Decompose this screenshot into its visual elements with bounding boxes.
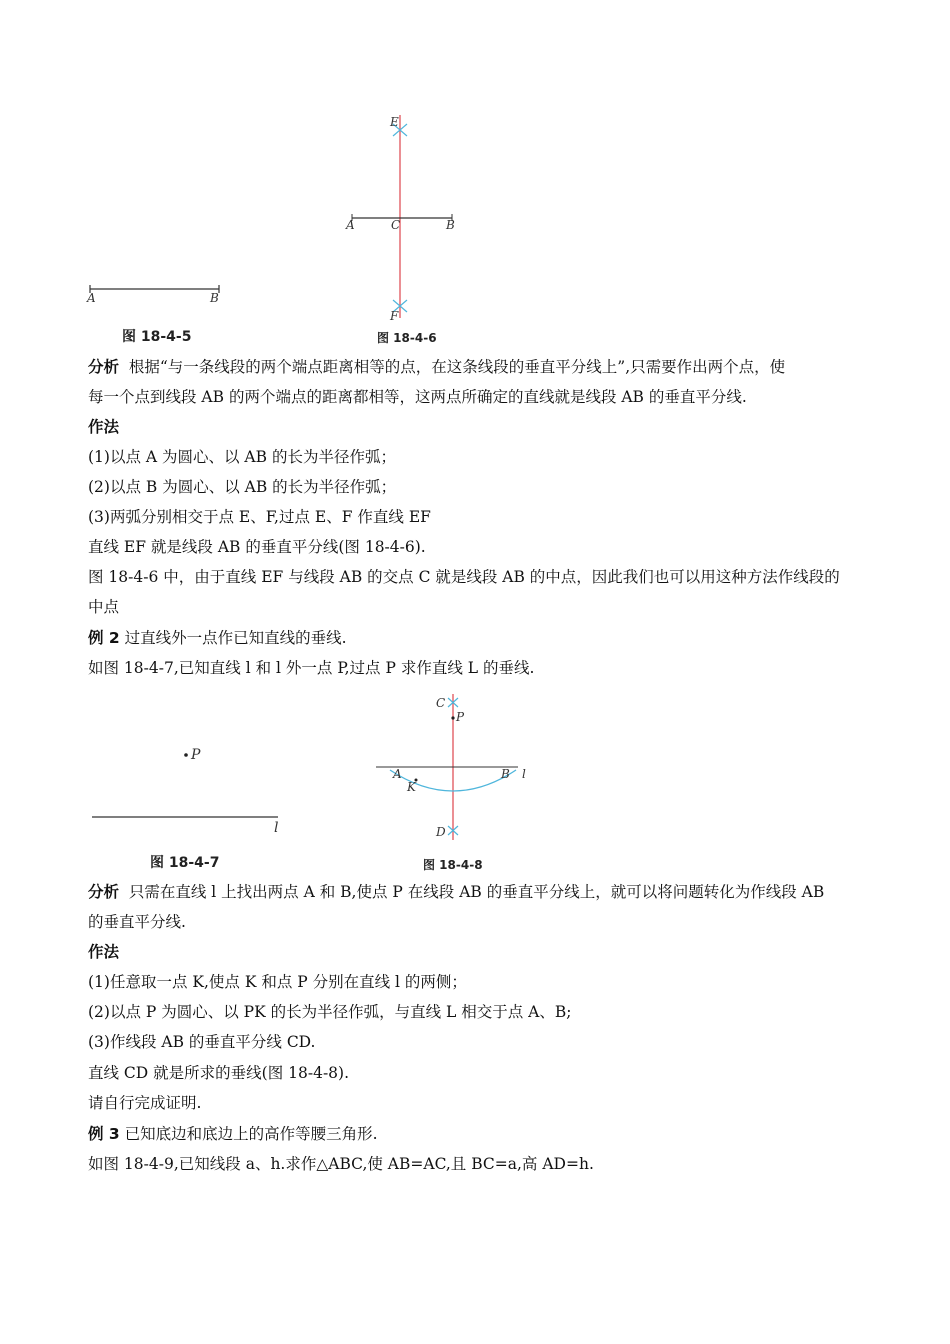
- analysis-1-line-1: [88, 352, 785, 382]
- label-p: P: [191, 747, 201, 763]
- method-2-title: 作法: [88, 943, 120, 961]
- label-p: P: [456, 710, 465, 724]
- analysis-2-line-2: 的垂直平分线.: [88, 913, 186, 931]
- method-1-note-line-2: 中点: [88, 598, 120, 616]
- figure-18-4-8: [370, 690, 540, 850]
- label-c: C: [391, 218, 401, 232]
- caption-18-4-6: 图 18-4-6: [377, 331, 437, 345]
- method-1-step-3: (3)两弧分别相交于点 E、F,过点 E、F 作直线 EF: [88, 508, 431, 526]
- analysis-tag: 分析: [88, 358, 120, 376]
- analysis-text: 只需在直线 l 上找出两点 A 和 B,使点 P 在线段 AB 的垂直平分线上，就可以将问题转化为作线段 AB: [128, 883, 825, 901]
- label-d: D: [436, 825, 446, 839]
- example-title: 已知底边和底边上的高作等腰三角形.: [124, 1125, 378, 1143]
- method-1-step-2: (2)以点 B 为圆心、以 AB 的长为半径作弧；: [88, 478, 397, 496]
- method-1-note-line-1: 图 18-4-6 中，由于直线 EF 与线段 AB 的交点 C 就是线段 AB 的中点，因此我们也可以用这种方法作线段的: [88, 568, 840, 586]
- method-2-step-3: (3)作线段 AB 的垂直平分线 CD.: [88, 1033, 316, 1051]
- analysis-tag: 分析: [88, 883, 120, 901]
- method-2-step-2: (2)以点 P 为圆心、以 PK 的长为半径作弧，与直线 L 相交于点 A、B;: [88, 1003, 572, 1021]
- caption-18-4-8: 图 18-4-8: [423, 858, 483, 872]
- method-2-result: 直线 CD 就是所求的垂线(图 18-4-8).: [88, 1064, 350, 1082]
- method-2-proof-note: 请自行完成证明.: [88, 1094, 202, 1112]
- label-a: A: [346, 218, 355, 232]
- analysis-2-line-1: [88, 877, 824, 907]
- caption-18-4-7: 图 18-4-7: [150, 855, 220, 871]
- figure-18-4-5: [85, 280, 235, 310]
- label-l: l: [522, 767, 526, 781]
- example-2-description: 如图 18-4-7,已知直线 l 和 l 外一点 P,过点 P 求作直线 L 的垂线.: [88, 659, 535, 677]
- label-k: K: [407, 780, 416, 794]
- example-3-description: 如图 18-4-9,已知线段 a、h.求作△ABC,使 AB=AC,且 BC=a,高 AD=h.: [88, 1155, 594, 1173]
- label-b: B: [446, 218, 455, 232]
- caption-18-4-5: 图 18-4-5: [122, 329, 192, 345]
- example-3-heading: [88, 1119, 378, 1149]
- figure-18-4-7: [88, 740, 288, 840]
- analysis-text: 根据“与一条线段的两个端点距离相等的点，在这条线段的垂直平分线上”,只需要作出两个点，使: [128, 358, 786, 376]
- method-1-step-1: (1)以点 A 为圆心、以 AB 的长为半径作弧；: [88, 448, 396, 466]
- example-tag: 例 2: [88, 629, 120, 647]
- figure-18-4-6: [340, 110, 470, 325]
- method-1-title: 作法: [88, 418, 120, 436]
- label-b: B: [501, 767, 510, 781]
- label-a: A: [393, 767, 402, 781]
- label-a: A: [87, 291, 96, 305]
- method-2-step-1: (1)任意取一点 K,使点 K 和点 P 分别在直线 l 的两侧；: [88, 973, 467, 991]
- label-b: B: [210, 291, 219, 305]
- method-1-result: 直线 EF 就是线段 AB 的垂直平分线(图 18-4-6).: [88, 538, 426, 556]
- label-c: C: [436, 696, 446, 710]
- point-p: [451, 716, 454, 719]
- example-2-heading: [88, 623, 347, 653]
- label-e: E: [390, 115, 399, 129]
- example-title: 过直线外一点作已知直线的垂线.: [124, 629, 347, 647]
- analysis-1-line-2: 每一个点到线段 AB 的两个端点的距离都相等，这两点所确定的直线就是线段 AB 的垂直平分线.: [88, 388, 747, 406]
- example-tag: 例 3: [88, 1125, 120, 1143]
- label-l: l: [274, 820, 279, 836]
- label-f: F: [390, 309, 399, 323]
- point-p: [184, 753, 188, 757]
